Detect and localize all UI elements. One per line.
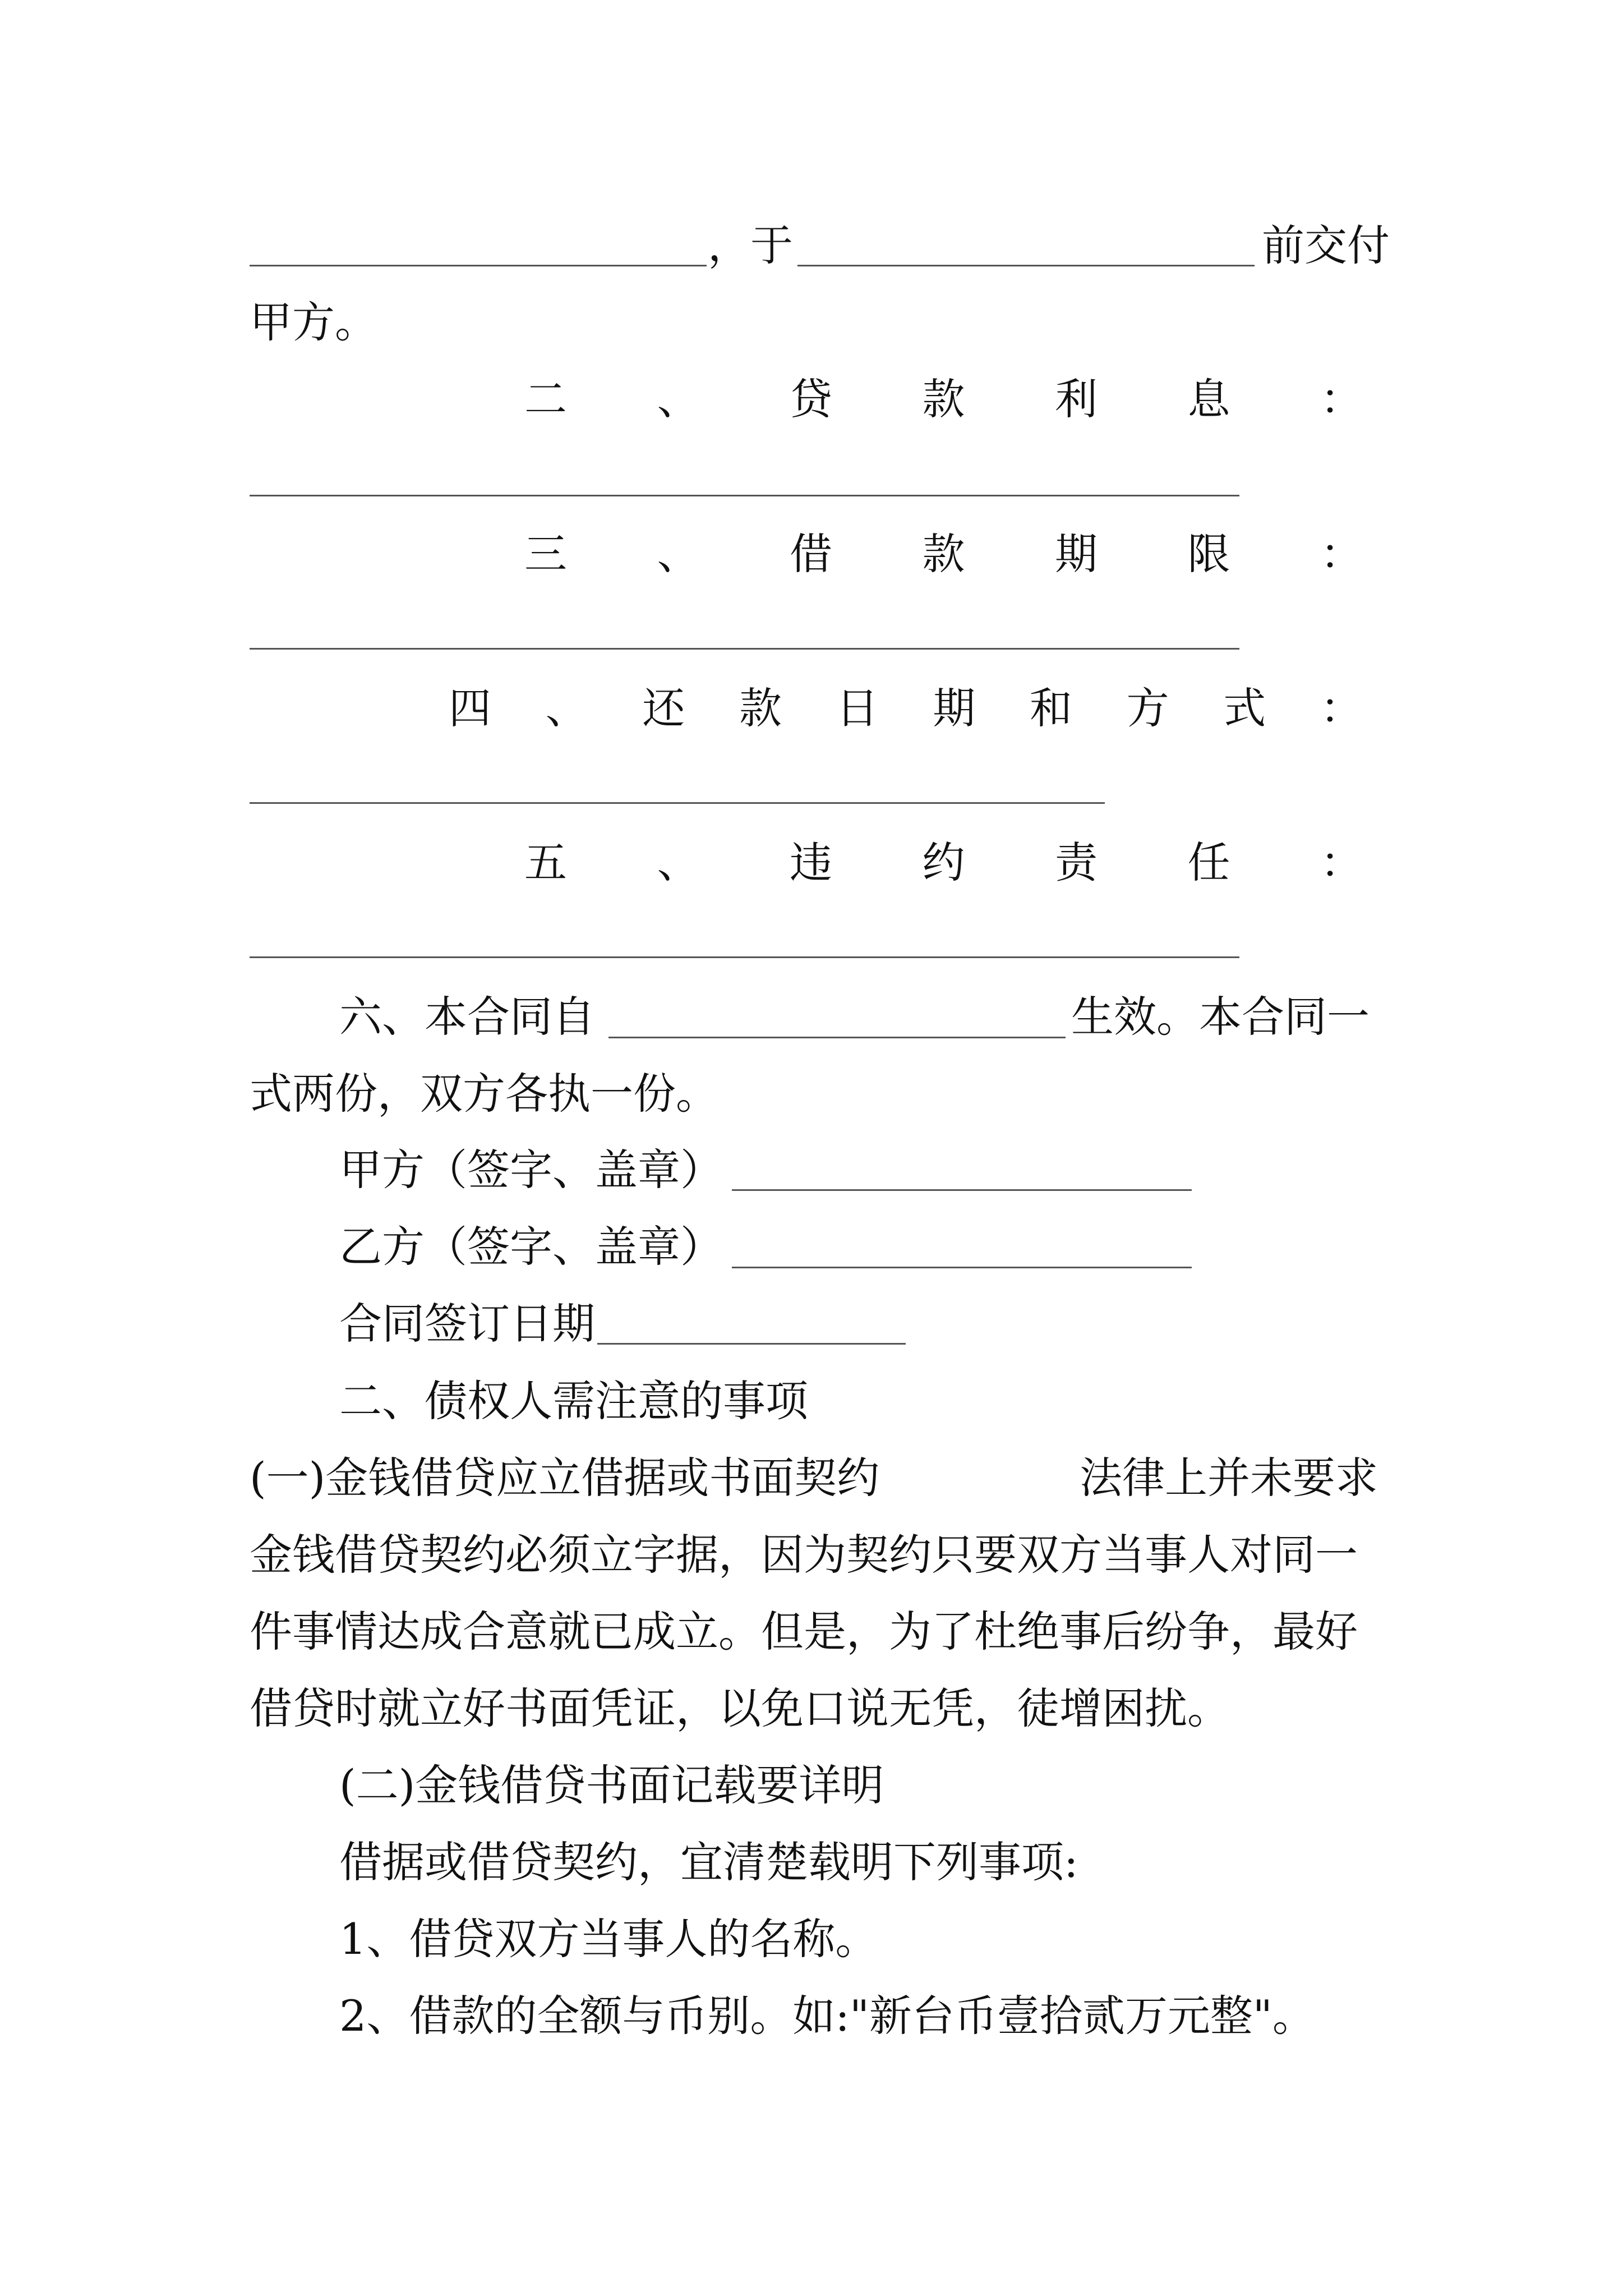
clause5-char: 责 [1055, 838, 1098, 887]
blank-line [732, 1267, 1192, 1268]
item2-intro: 借据或借贷契约，宜清楚载明下列事项: [339, 1837, 1078, 1887]
contract-date-label: 合同签订日期 [339, 1299, 595, 1349]
clause3-char: 限 [1187, 529, 1230, 579]
clause4-char: 方 [1126, 683, 1169, 733]
clause1-qian-text: 前交付 [1262, 220, 1390, 270]
party-a-signature-label: 甲方（签字、盖章） [339, 1145, 723, 1195]
clause5-char: 五 [524, 838, 567, 887]
clause2-char: 、 [657, 374, 700, 424]
blank-line [732, 1189, 1192, 1191]
blank-line [250, 265, 707, 266]
clause4-char: 和 [1029, 683, 1072, 733]
blank-line [250, 956, 1239, 958]
clause2-char: 款 [922, 374, 965, 424]
list-item: 2、借款的全额与币别。如:"新台币壹拾贰万元整"。 [339, 1991, 1315, 2041]
clause3-char: 三 [524, 529, 567, 579]
clause4-char: ： [1320, 683, 1363, 733]
clause5-char: 任 [1187, 838, 1230, 887]
clause2-char: 贷 [790, 374, 832, 424]
clause3-char: ： [1320, 529, 1363, 579]
item1-line2: 金钱借贷契约必须立字据，因为契约只要双方当事人对同一 [250, 1530, 1358, 1580]
clause3-char: 款 [922, 529, 965, 579]
blank-line [608, 1037, 1066, 1038]
clause4-char: 日 [836, 683, 879, 733]
clause5-heading [524, 838, 1363, 887]
clause4-char: 式 [1223, 683, 1266, 733]
clause4-char: 、 [545, 683, 588, 733]
clause4-char: 期 [933, 683, 976, 733]
clause1-yu-text: ，于 [708, 220, 793, 270]
item2-title: (二)金钱借贷书面记载要详明 [339, 1760, 884, 1810]
clause4-heading [449, 683, 1363, 733]
clause2-char: 利 [1055, 374, 1098, 424]
clause2-char: 息 [1187, 374, 1230, 424]
clause5-char: 、 [657, 838, 700, 887]
notes-heading: 二、债权人需注意的事项 [339, 1376, 808, 1426]
clause4-char: 还 [642, 683, 685, 733]
clause3-char: 期 [1055, 529, 1098, 579]
list-item: 1、借贷双方当事人的名称。 [339, 1914, 878, 1964]
clause6-prefix: 六、本合同自 [339, 992, 595, 1042]
clause6-line2: 式两份，双方各执一份。 [250, 1069, 718, 1119]
clause2-char: 二 [524, 374, 567, 424]
clause3-heading [524, 529, 1363, 579]
clause3-char: 、 [657, 529, 700, 579]
blank-line [797, 265, 1255, 266]
clause6-suffix: 生效。本合同一 [1071, 992, 1370, 1042]
party-b-signature-label: 乙方（签字、盖章） [339, 1222, 723, 1272]
clause2-heading [524, 374, 1363, 424]
clause4-char: 四 [449, 683, 491, 733]
item1-line4: 借贷时就立好书面凭证，以免口说无凭，徒增困扰。 [250, 1683, 1230, 1733]
blank-line [250, 648, 1239, 650]
clause2-char: ： [1320, 374, 1363, 424]
blank-line [250, 802, 1105, 804]
blank-line [597, 1343, 906, 1345]
item1-title: (一)金钱借贷应立借据或书面契约 [250, 1453, 880, 1503]
blank-line [250, 495, 1239, 496]
item1-line3: 件事情达成合意就已成立。但是，为了杜绝事后纷争，最好 [250, 1607, 1358, 1657]
clause1-jiafang-text: 甲方。 [250, 297, 377, 347]
clause5-char: 违 [790, 838, 832, 887]
clause5-char: ： [1320, 838, 1363, 887]
item1-text-start: 法律上并未要求 [1080, 1453, 1378, 1503]
clause5-char: 约 [922, 838, 965, 887]
clause3-char: 借 [790, 529, 832, 579]
clause4-char: 款 [739, 683, 782, 733]
